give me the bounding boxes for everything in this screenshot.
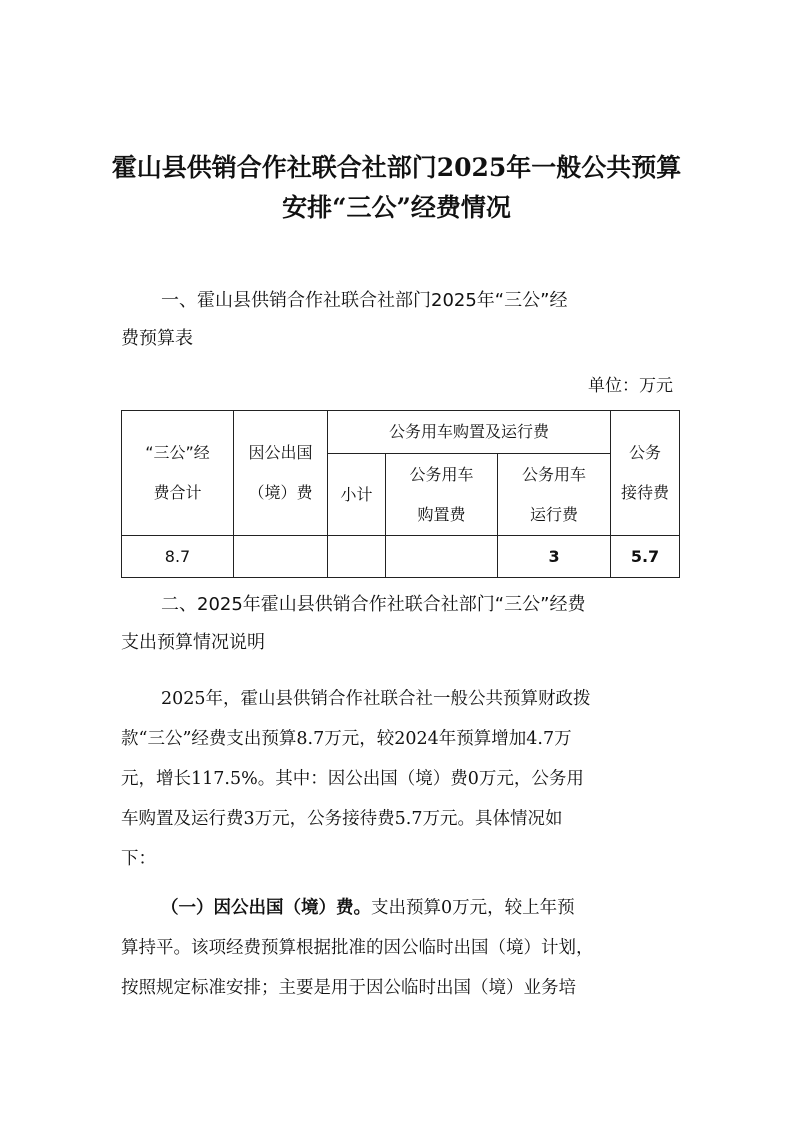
section-2-heading-line-2: 支出预算情况说明 (121, 632, 265, 653)
header-vehicle-group: 公务用车购置及运行费 (328, 411, 611, 454)
header-total: “三公”经 费合计 (122, 411, 234, 536)
paragraph-line: 下： (121, 849, 156, 869)
explanation-paragraph (121, 679, 679, 879)
section-1-heading (121, 282, 681, 358)
subsection-lead: （一）因公出国（境）费。 (161, 898, 371, 918)
cell-subtotal (328, 536, 386, 578)
abroad-expense-paragraph (121, 888, 679, 1008)
section-1-heading-line-2: 费预算表 (121, 328, 193, 349)
header-subtotal: 小计 (328, 454, 386, 536)
paragraph-line: 元，增长117.5%。其中：因公出国（境）费0万元，公务用 (121, 769, 584, 789)
document-title-line-1: 霍山县供销合作社联合社部门2025年一般公共预算 (111, 153, 682, 182)
table-row (122, 536, 680, 578)
document-title-line-2: 安排“三公”经费情况 (282, 193, 511, 222)
section-2-heading (121, 586, 679, 662)
cell-reception: 5.7 (611, 536, 680, 578)
paragraph-line: 算持平。该项经费预算根据批准的因公临时出国（境）计划， (121, 938, 594, 958)
header-vehicle-operation: 公务用车 运行费 (498, 454, 611, 536)
cell-vehicle-purchase (386, 536, 498, 578)
unit-label: 单位：万元 (588, 376, 673, 396)
cell-abroad (234, 536, 328, 578)
header-vehicle-purchase: 公务用车 购置费 (386, 454, 498, 536)
table-header-row-1 (122, 411, 680, 454)
header-reception: 公务 接待费 (611, 411, 680, 536)
three-public-budget-table (121, 410, 680, 578)
section-2-heading-line-1: 二、2025年霍山县供销合作社联合社部门“三公”经费 (161, 594, 586, 615)
section-1-heading-line-1: 一、霍山县供销合作社联合社部门2025年“三公”经 (161, 290, 568, 311)
paragraph-line: 款“三公”经费支出预算8.7万元，较2024年预算增加4.7万 (121, 729, 572, 749)
header-abroad: 因公出国 （境）费 (234, 411, 328, 536)
paragraph-line: 按照规定标准安排；主要是用于因公临时出国（境）业务培 (121, 978, 576, 998)
paragraph-line: 车购置及运行费3万元，公务接待费5.7万元。具体情况如 (121, 809, 563, 829)
paragraph-line: 2025年，霍山县供销合作社联合社一般公共预算财政拨 (161, 689, 591, 709)
paragraph-line (121, 888, 679, 928)
cell-total: 8.7 (122, 536, 234, 578)
paragraph-text: 支出预算0万元，较上年预 (371, 898, 575, 918)
cell-vehicle-operation: 3 (498, 536, 611, 578)
